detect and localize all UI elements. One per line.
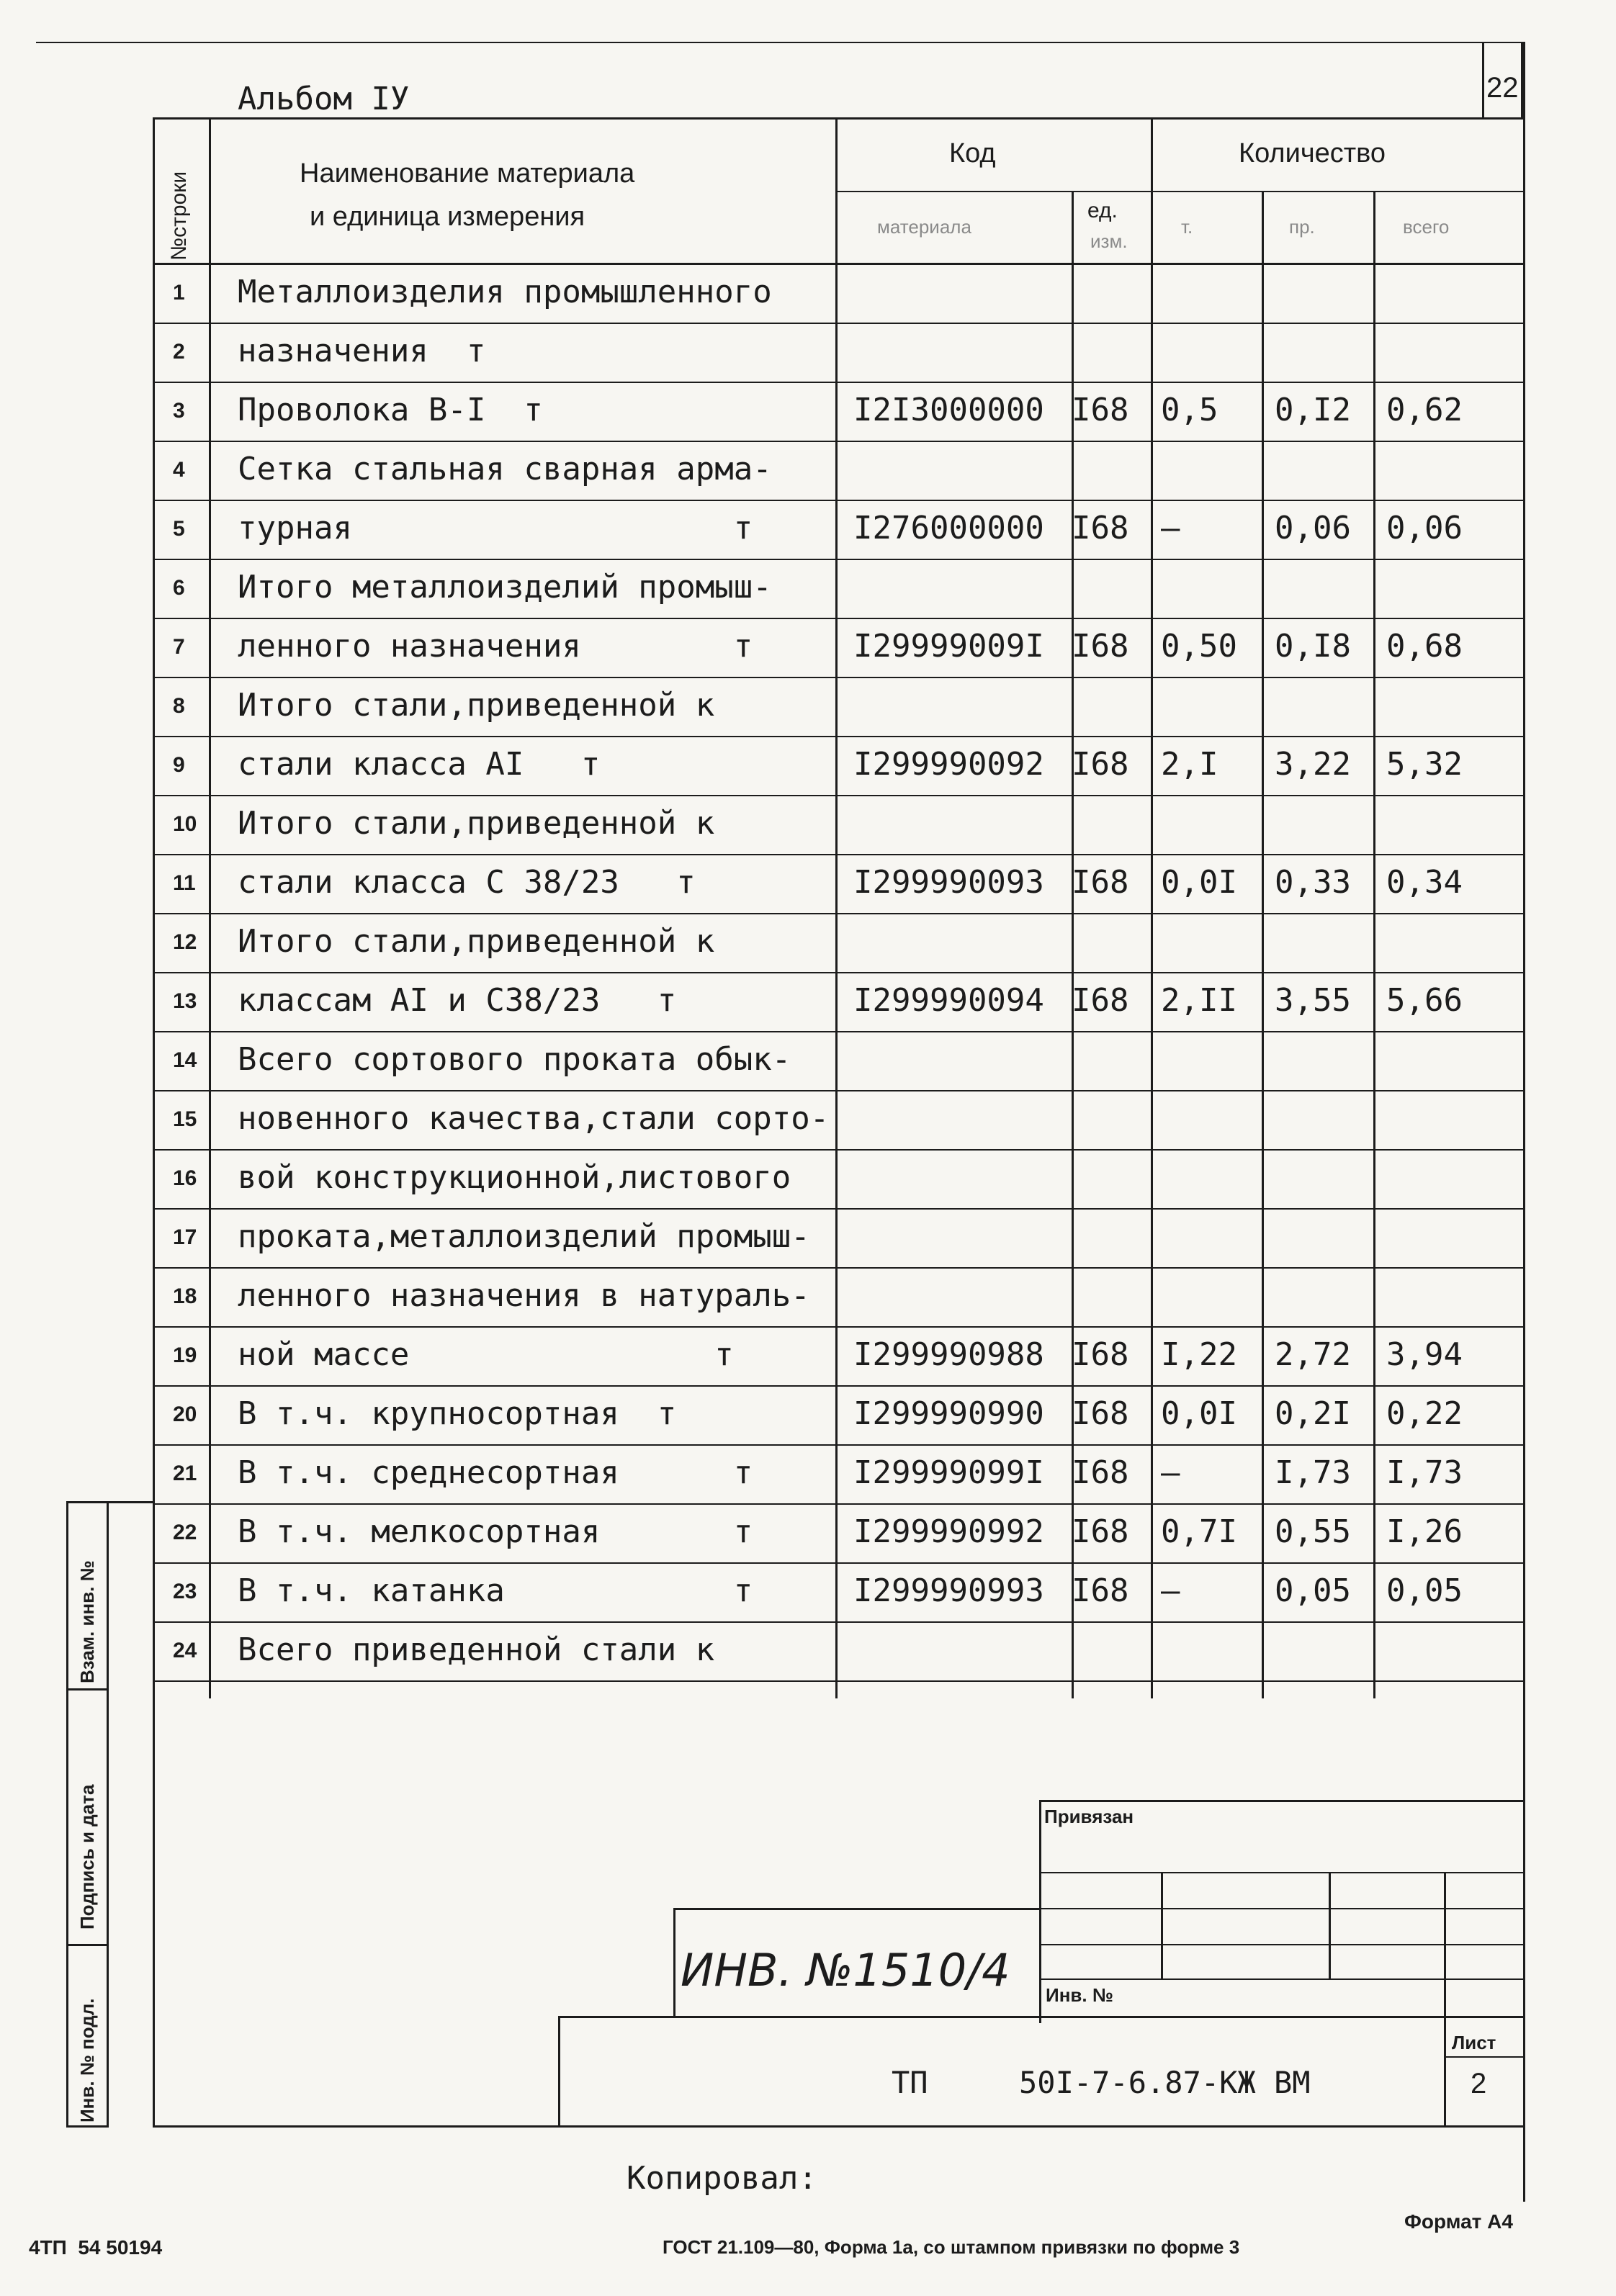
row-q1: 0,0I <box>1161 1395 1237 1432</box>
row-q3: 0,68 <box>1386 628 1463 665</box>
frame-left-lower <box>153 1698 155 2128</box>
top-rule <box>36 42 1523 43</box>
document-code: ТП 50I-7-6.87-КЖ ВМ <box>892 2065 1311 2100</box>
row-q3: I,26 <box>1386 1513 1463 1550</box>
margin-strip-sep1 <box>66 1688 107 1691</box>
col-sep-q2 <box>1262 191 1264 1698</box>
row-rule <box>153 1562 1524 1564</box>
row-number: 2 <box>173 340 185 364</box>
row-number: 8 <box>173 694 185 718</box>
row-name: стали класса С 38/23 т <box>238 864 696 901</box>
row-rule <box>153 854 1524 855</box>
row-q1: – <box>1161 1572 1180 1609</box>
row-q2: 3,55 <box>1275 982 1351 1019</box>
album-title: Альбом IУ <box>238 81 410 117</box>
row-rule <box>153 795 1524 796</box>
row-number: 3 <box>173 399 185 423</box>
row-name: Проволока В-I т <box>238 392 543 428</box>
row-number: 9 <box>173 753 185 777</box>
row-name: Итого стали,приведенной к <box>238 687 715 724</box>
format-label: Формат А4 <box>1404 2210 1513 2233</box>
row-rule <box>153 500 1524 501</box>
row-number: 14 <box>173 1048 197 1072</box>
row-number: 4 <box>173 458 185 482</box>
row-code: I299990094 <box>853 982 1044 1019</box>
row-rule <box>153 1444 1524 1446</box>
row-number: 5 <box>173 517 185 541</box>
row-unit: I68 <box>1072 1336 1129 1373</box>
list-label-rule <box>1444 2056 1523 2058</box>
row-rule <box>153 1031 1524 1032</box>
margin-vzam-inv: Взам. инв. № <box>76 1560 98 1683</box>
row-name: новенного качества,стали сорто- <box>238 1100 830 1137</box>
margin-strip-top <box>66 1501 153 1503</box>
row-q1: 2,II <box>1161 982 1237 1019</box>
row-q1: – <box>1161 510 1180 546</box>
row-name: стали класса AI т <box>238 746 601 783</box>
header-sub-rule <box>835 191 1523 192</box>
stamp-grid-h2 <box>1039 1908 1523 1909</box>
list-value: 2 <box>1471 2068 1487 2099</box>
row-name: Итого металлоизделий промыш- <box>238 569 772 605</box>
row-q2: 0,I2 <box>1275 392 1351 428</box>
row-q1: – <box>1161 1454 1180 1491</box>
row-code: I29999099I <box>853 1454 1044 1491</box>
row-rule <box>153 382 1524 383</box>
header-quantity: Количество <box>1239 138 1386 168</box>
row-unit: I68 <box>1072 1572 1129 1609</box>
footer-left-code: 4ТП 54 50194 <box>29 2236 163 2259</box>
row-q3: 0,62 <box>1386 392 1463 428</box>
row-rule <box>153 441 1524 442</box>
margin-podpis-data: Подпись и дата <box>76 1784 98 1930</box>
stamp-inv-no-label: Инв. № <box>1046 1984 1113 2006</box>
stamp-top <box>1039 1800 1523 1802</box>
row-unit: I68 <box>1072 864 1129 901</box>
row-unit: I68 <box>1072 1454 1129 1491</box>
row-number: 21 <box>173 1462 197 1485</box>
margin-inv-podl: Инв. № подл. <box>76 1998 98 2122</box>
stamp-grid-v3 <box>1444 1872 1446 2128</box>
row-rule <box>153 972 1524 973</box>
row-q1: 0,5 <box>1161 392 1218 428</box>
row-rule <box>153 1090 1524 1091</box>
table-top-border <box>153 117 1524 120</box>
sheet-number-box-divider <box>1482 42 1484 118</box>
margin-strip-bottom <box>66 2125 107 2128</box>
stamp-grid-v1 <box>1161 1872 1163 1980</box>
kopiroval: Копировал: <box>627 2160 817 2197</box>
row-rule <box>153 1680 1524 1682</box>
row-rule <box>153 736 1524 737</box>
header-code-unit-sub: изм. <box>1090 230 1128 252</box>
row-code: I299990992 <box>853 1513 1044 1550</box>
row-unit: I68 <box>1072 392 1129 428</box>
title-row-left <box>558 2016 560 2128</box>
row-q2: 0,33 <box>1275 864 1351 901</box>
row-name: В т.ч. крупносортная т <box>238 1395 677 1432</box>
row-name: Всего приведенной стали к <box>238 1631 715 1668</box>
row-number: 10 <box>173 812 197 836</box>
row-code: I299990990 <box>853 1395 1044 1432</box>
row-name: назначения т <box>238 333 486 369</box>
row-name: ленного назначения в натураль- <box>238 1277 810 1314</box>
row-number: 11 <box>173 871 196 895</box>
row-name: Металлоизделия промышленного <box>238 274 772 310</box>
stamp-privyazan: Привязан <box>1044 1806 1134 1827</box>
row-name: Сетка стальная сварная арма- <box>238 451 772 487</box>
row-q3: 0,34 <box>1386 864 1463 901</box>
stamp-grid-v2 <box>1329 1872 1331 1980</box>
row-rule <box>153 618 1524 619</box>
col-sep-name <box>835 117 838 1698</box>
row-name: Итого стали,приведенной к <box>238 805 715 842</box>
row-name: ленного назначения т <box>238 628 753 665</box>
stamp-left <box>1039 1800 1041 2023</box>
row-q2: 0,2I <box>1275 1395 1351 1432</box>
row-q1: I,22 <box>1161 1336 1237 1373</box>
header-name-line1: Наименование материала <box>300 158 635 189</box>
row-q2: 2,72 <box>1275 1336 1351 1373</box>
row-number: 23 <box>173 1580 197 1603</box>
row-code: I299990092 <box>853 746 1044 783</box>
row-number: 12 <box>173 930 197 954</box>
row-q2: 0,55 <box>1275 1513 1351 1550</box>
row-number: 16 <box>173 1166 197 1190</box>
row-name: В т.ч. мелкосортная т <box>238 1513 753 1550</box>
row-q1: 2,I <box>1161 746 1218 783</box>
row-rule <box>153 1503 1524 1505</box>
row-name: турная т <box>238 510 753 546</box>
table-left-border <box>153 117 155 1701</box>
row-q3: 3,94 <box>1386 1336 1463 1373</box>
row-q3: 0,06 <box>1386 510 1463 546</box>
row-rule <box>153 1385 1524 1387</box>
row-number: 18 <box>173 1284 197 1308</box>
stamp-grid-h3 <box>1039 1944 1523 1945</box>
header-row-number: №строки <box>167 171 191 261</box>
row-code: I29999009I <box>853 628 1044 665</box>
inv-box-left <box>673 1908 675 2016</box>
row-q3: 5,66 <box>1386 982 1463 1019</box>
inv-box-top <box>673 1908 1041 1910</box>
title-row-top <box>558 2016 1523 2018</box>
row-q3: 0,05 <box>1386 1572 1463 1609</box>
row-q2: I,73 <box>1275 1454 1351 1491</box>
header-qty-sub2: пр. <box>1289 216 1315 238</box>
col-sep-rowno <box>209 117 211 1698</box>
inv-handwritten: ИНВ. №1510/4 <box>681 1944 1010 1996</box>
row-q3: 0,22 <box>1386 1395 1463 1432</box>
row-q1: 0,7I <box>1161 1513 1237 1550</box>
row-number: 15 <box>173 1107 197 1131</box>
col-sep-qty <box>1151 117 1153 1698</box>
table-right-border <box>1523 42 1525 2202</box>
row-code: I299990988 <box>853 1336 1044 1373</box>
row-rule <box>153 1326 1524 1328</box>
sheet-number: 22 <box>1486 72 1519 104</box>
row-name: В т.ч. среднесортная т <box>238 1454 753 1491</box>
row-rule <box>153 323 1524 324</box>
row-rule <box>153 1621 1524 1623</box>
row-q1: 0,50 <box>1161 628 1237 665</box>
row-rule <box>153 559 1524 560</box>
row-rule <box>153 1208 1524 1210</box>
row-name: В т.ч. катанка т <box>238 1572 753 1609</box>
row-rule <box>153 1149 1524 1151</box>
row-number: 22 <box>173 1521 197 1544</box>
row-name: Всего сортового проката обык- <box>238 1041 791 1078</box>
row-q2: 3,22 <box>1275 746 1351 783</box>
row-name: классам AI и С38/23 т <box>238 982 677 1019</box>
header-name-line2: и единица измерения <box>310 202 585 232</box>
row-number: 1 <box>173 281 185 305</box>
row-unit: I68 <box>1072 510 1129 546</box>
frame-bottom <box>153 2125 1524 2128</box>
row-number: 17 <box>173 1225 197 1249</box>
row-q3: I,73 <box>1386 1454 1463 1491</box>
header-code: Код <box>949 138 996 168</box>
header-code-material: материала <box>877 216 971 238</box>
row-unit: I68 <box>1072 1513 1129 1550</box>
row-number: 24 <box>173 1639 197 1662</box>
row-q2: 0,05 <box>1275 1572 1351 1609</box>
row-name: проката,металлоизделий промыш- <box>238 1218 810 1255</box>
row-name: ной массе т <box>238 1336 734 1373</box>
row-number: 7 <box>173 635 185 659</box>
row-name: Итого стали,приведенной к <box>238 923 715 960</box>
row-unit: I68 <box>1072 982 1129 1019</box>
row-rule <box>153 677 1524 678</box>
row-unit: I68 <box>1072 628 1129 665</box>
row-code: I276000000 <box>853 510 1044 546</box>
row-code: I2I3000000 <box>853 392 1044 428</box>
row-code: I299990093 <box>853 864 1044 901</box>
row-number: 13 <box>173 989 197 1013</box>
margin-strip-right <box>107 1501 109 2128</box>
margin-strip-left <box>66 1501 68 2128</box>
row-number: 6 <box>173 576 185 600</box>
stamp-grid-h4 <box>1039 1978 1523 1980</box>
row-number: 19 <box>173 1343 197 1367</box>
row-number: 20 <box>173 1403 197 1426</box>
header-code-unit: ед. <box>1087 199 1118 222</box>
row-code: I299990993 <box>853 1572 1044 1609</box>
footer-gost: ГОСТ 21.109—80, Форма 1а, со штампом привязки по форме 3 <box>663 2236 1240 2258</box>
header-bottom-rule <box>153 263 1524 265</box>
col-sep-q3 <box>1373 191 1375 1698</box>
row-unit: I68 <box>1072 1395 1129 1432</box>
header-qty-sub3: всего <box>1403 216 1450 238</box>
margin-strip-sep2 <box>66 1944 107 1946</box>
row-name: вой конструкционной,листового <box>238 1159 791 1196</box>
header-qty-sub1: т. <box>1181 216 1193 238</box>
list-label: Лист <box>1452 2032 1496 2053</box>
row-rule <box>153 913 1524 914</box>
row-unit: I68 <box>1072 746 1129 783</box>
row-q2: 0,I8 <box>1275 628 1351 665</box>
row-q2: 0,06 <box>1275 510 1351 546</box>
row-rule <box>153 1267 1524 1269</box>
row-q1: 0,0I <box>1161 864 1237 901</box>
stamp-grid-h1 <box>1039 1872 1523 1873</box>
row-q3: 5,32 <box>1386 746 1463 783</box>
